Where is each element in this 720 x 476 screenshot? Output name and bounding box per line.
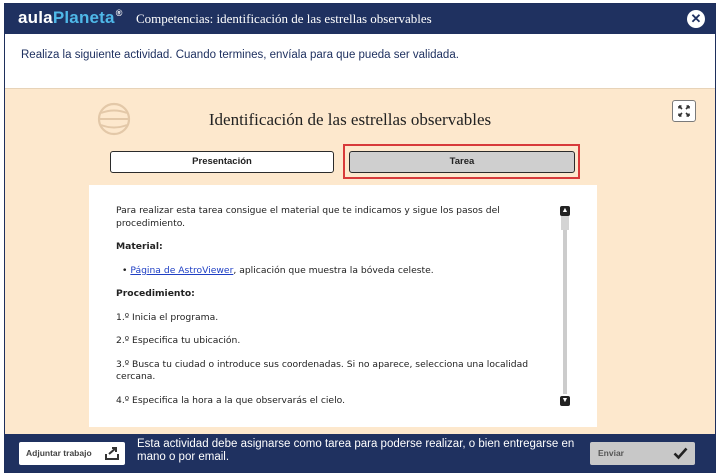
- task-content: [89, 185, 597, 427]
- content-scrollbar[interactable]: [560, 206, 570, 406]
- expand-icon: [673, 101, 695, 121]
- step-4: 4.º Especifica la hora a la que observarás el cielo.: [116, 394, 346, 406]
- upload-icon: [105, 446, 119, 460]
- attach-label: Adjuntar trabajo: [26, 448, 92, 458]
- step-3: 3.º Busca tu ciudad o introduce sus coordenadas. Si no aparece, selecciona una localidad cercana.: [116, 358, 529, 382]
- aulaplaneta-logo: aulaPlaneta®: [18, 8, 123, 27]
- footer-bar: [5, 434, 715, 472]
- scroll-thumb[interactable]: [561, 216, 569, 230]
- instruction-text: Realiza la siguiente actividad. Cuando termines, envíala para que pueda ser validada.: [21, 49, 459, 61]
- material-heading: Material:: [116, 241, 163, 252]
- list-item: • Página de AstroViewer, aplicación que muestra la bóveda celeste.: [122, 264, 434, 276]
- send-label: Enviar: [598, 448, 624, 458]
- footer-message: Esta actividad debe asignarse como tarea para poderse realizar, o bien entregarse en mano o por email.: [137, 438, 575, 463]
- material-list: [116, 265, 546, 278]
- attach-work-button[interactable]: [19, 442, 125, 465]
- scroll-down-icon[interactable]: ▼: [561, 397, 569, 404]
- send-button[interactable]: [590, 442, 695, 465]
- activity-panel: [5, 88, 715, 434]
- activity-window: [4, 3, 716, 473]
- scroll-track[interactable]: [563, 216, 567, 394]
- activity-title: Identificación de las estrellas observables: [208, 110, 492, 129]
- procedure-heading: Procedimiento:: [116, 288, 195, 299]
- step-1: 1.º Inicia el programa.: [116, 311, 219, 323]
- title-bar: [5, 4, 715, 34]
- step-2: 2.º Especifica tu ubicación.: [116, 335, 241, 346]
- window-title: Competencias: identificación de las estrellas observables: [136, 11, 432, 26]
- close-icon[interactable]: ✕: [687, 10, 705, 28]
- scroll-up-icon[interactable]: ▲: [561, 207, 569, 214]
- instruction-bar: [5, 34, 715, 88]
- fullscreen-button[interactable]: [672, 100, 696, 122]
- material-description: , aplicación que muestra la bóveda celeste.: [233, 264, 434, 276]
- astroviewer-link[interactable]: Página de AstroViewer: [130, 264, 234, 276]
- tab-presentacion[interactable]: Presentación: [110, 151, 334, 173]
- tab-tarea[interactable]: Tarea: [349, 151, 575, 173]
- checkmark-icon: [673, 446, 688, 460]
- intro-text: Para realizar esta tarea consigue el material que te indicamos y sigue los pasos del procedimiento.: [116, 205, 500, 229]
